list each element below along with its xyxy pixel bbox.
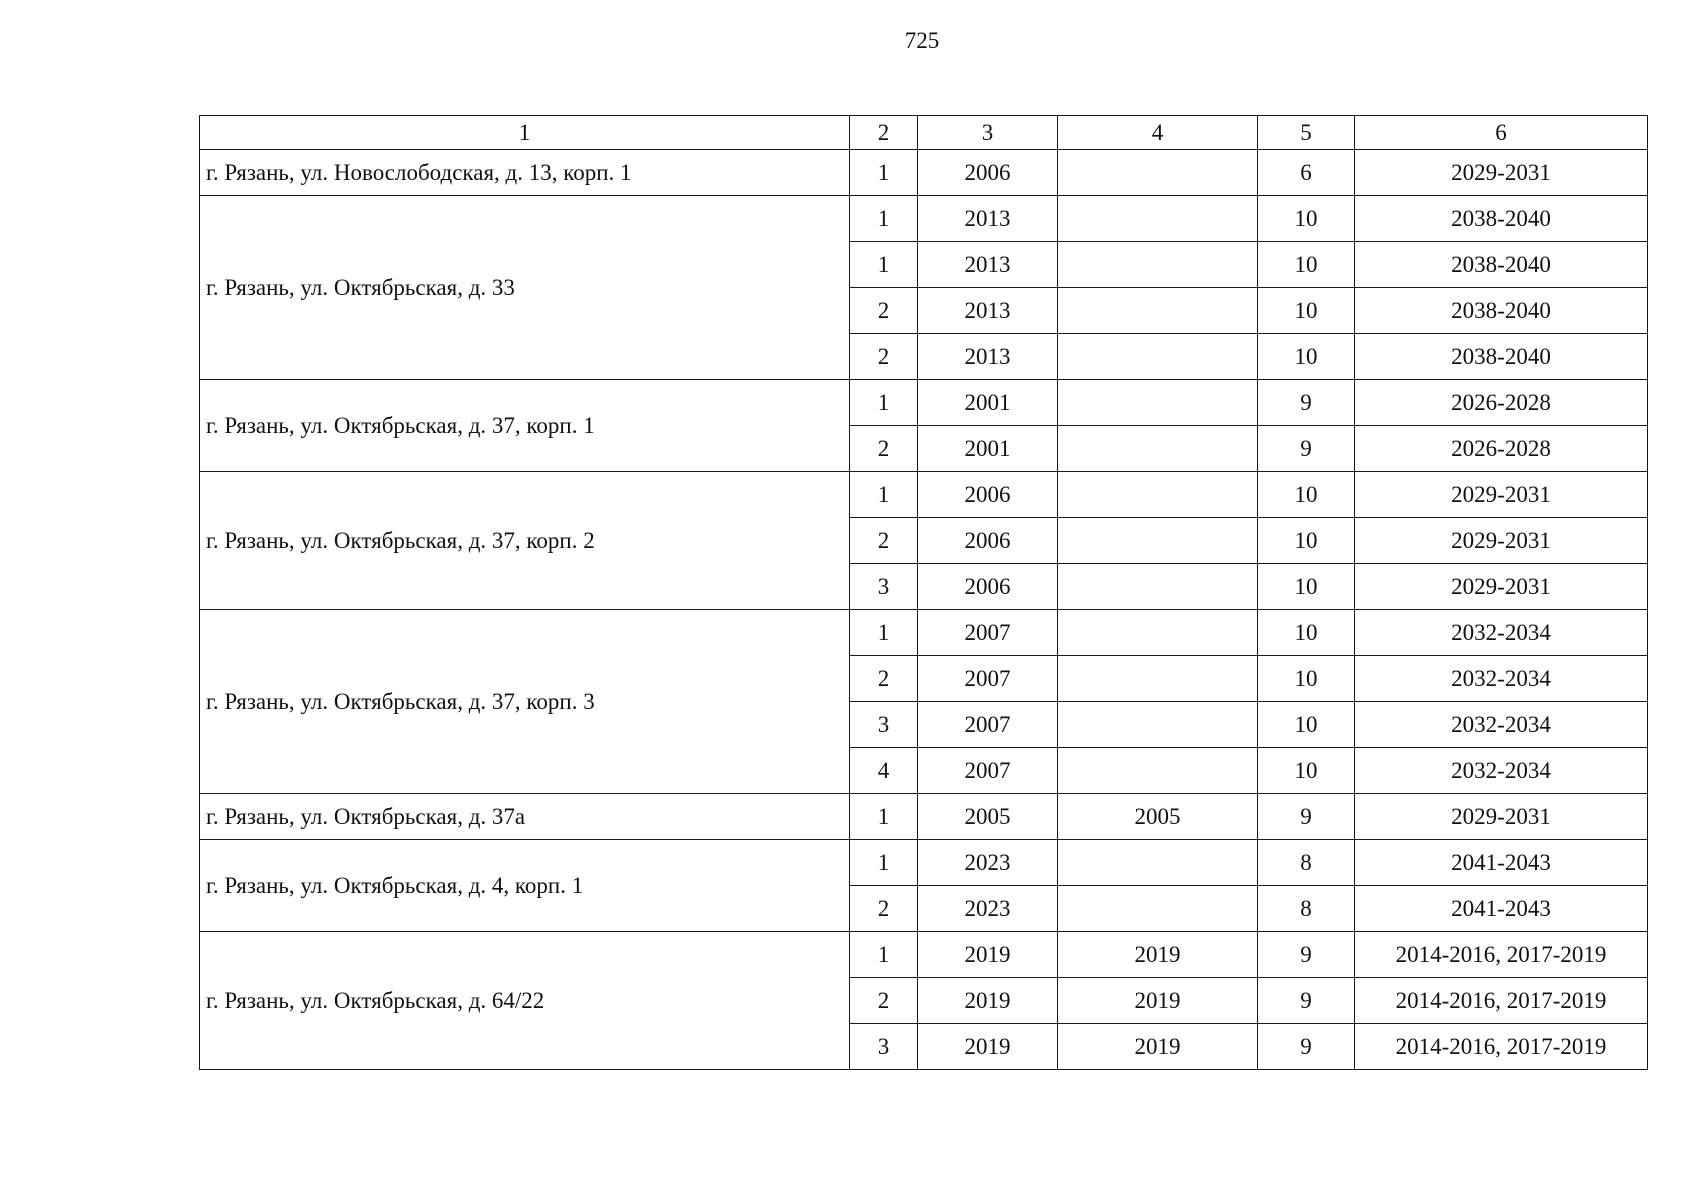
address-cell: г. Рязань, ул. Октябрьская, д. 33: [200, 196, 850, 380]
cell-c6: 2032-2034: [1355, 702, 1648, 748]
cell-c2: 1: [850, 840, 918, 886]
cell-c5: 10: [1258, 334, 1355, 380]
table-row: [200, 150, 1648, 196]
cell-c2: 1: [850, 610, 918, 656]
cell-c2: 1: [850, 196, 918, 242]
address-cell: г. Рязань, ул. Октябрьская, д. 37, корп. 3: [200, 610, 850, 794]
cell-c5: 10: [1258, 288, 1355, 334]
cell-c4: [1058, 518, 1258, 564]
cell-c4: 2019: [1058, 1024, 1258, 1070]
cell-c4: [1058, 242, 1258, 288]
table-row: [200, 196, 1648, 242]
cell-c3: 2006: [918, 518, 1058, 564]
cell-c4: 2019: [1058, 978, 1258, 1024]
cell-c6: 2029-2031: [1355, 794, 1648, 840]
cell-c3: 2007: [918, 656, 1058, 702]
cell-c2: 2: [850, 288, 918, 334]
cell-c6: 2014-2016, 2017-2019: [1355, 1024, 1648, 1070]
cell-c3: 2013: [918, 196, 1058, 242]
cell-c5: 9: [1258, 794, 1355, 840]
cell-c5: 9: [1258, 426, 1355, 472]
cell-c5: 10: [1258, 748, 1355, 794]
cell-c5: 9: [1258, 380, 1355, 426]
cell-c4: [1058, 610, 1258, 656]
cell-c2: 3: [850, 1024, 918, 1070]
address-cell: г. Рязань, ул. Октябрьская, д. 4, корп. 1: [200, 840, 850, 932]
cell-c2: 1: [850, 150, 918, 196]
cell-c5: 10: [1258, 564, 1355, 610]
cell-c6: 2038-2040: [1355, 334, 1648, 380]
address-cell: г. Рязань, ул. Октябрьская, д. 37, корп. 2: [200, 472, 850, 610]
cell-c4: [1058, 886, 1258, 932]
header-row: [200, 116, 1648, 150]
cell-c3: 2001: [918, 426, 1058, 472]
cell-c4: 2019: [1058, 932, 1258, 978]
cell-c2: 3: [850, 702, 918, 748]
cell-c3: 2006: [918, 472, 1058, 518]
cell-c3: 2023: [918, 886, 1058, 932]
cell-c3: 2019: [918, 932, 1058, 978]
cell-c2: 1: [850, 242, 918, 288]
cell-c3: 2013: [918, 334, 1058, 380]
cell-c2: 1: [850, 932, 918, 978]
cell-c4: [1058, 840, 1258, 886]
cell-c6: 2014-2016, 2017-2019: [1355, 932, 1648, 978]
cell-c6: 2032-2034: [1355, 610, 1648, 656]
cell-c2: 3: [850, 564, 918, 610]
cell-c6: 2029-2031: [1355, 472, 1648, 518]
address-cell: г. Рязань, ул. Октябрьская, д. 37а: [200, 794, 850, 840]
cell-c2: 2: [850, 518, 918, 564]
cell-c6: 2014-2016, 2017-2019: [1355, 978, 1648, 1024]
cell-c3: 2023: [918, 840, 1058, 886]
header-cell: 1: [200, 116, 850, 150]
cell-c2: 2: [850, 656, 918, 702]
address-cell: г. Рязань, ул. Октябрьская, д. 37, корп. 1: [200, 380, 850, 472]
cell-c5: 10: [1258, 472, 1355, 518]
cell-c5: 10: [1258, 518, 1355, 564]
table-row: [200, 794, 1648, 840]
table-row: [200, 610, 1648, 656]
cell-c5: 9: [1258, 932, 1355, 978]
cell-c5: 10: [1258, 656, 1355, 702]
cell-c6: 2032-2034: [1355, 656, 1648, 702]
cell-c5: 6: [1258, 150, 1355, 196]
cell-c6: 2026-2028: [1355, 380, 1648, 426]
header-cell: 5: [1258, 116, 1355, 150]
cell-c3: 2007: [918, 748, 1058, 794]
cell-c5: 9: [1258, 978, 1355, 1024]
cell-c6: 2038-2040: [1355, 196, 1648, 242]
address-cell: г. Рязань, ул. Новослободская, д. 13, корп. 1: [200, 150, 850, 196]
cell-c4: [1058, 748, 1258, 794]
cell-c6: 2041-2043: [1355, 840, 1648, 886]
cell-c4: [1058, 702, 1258, 748]
cell-c4: [1058, 656, 1258, 702]
header-cell: 2: [850, 116, 918, 150]
cell-c3: 2007: [918, 702, 1058, 748]
cell-c6: 2032-2034: [1355, 748, 1648, 794]
address-cell: г. Рязань, ул. Октябрьская, д. 64/22: [200, 932, 850, 1070]
cell-c3: 2006: [918, 564, 1058, 610]
cell-c3: 2013: [918, 288, 1058, 334]
cell-c6: 2038-2040: [1355, 288, 1648, 334]
cell-c3: 2006: [918, 150, 1058, 196]
table-row: [200, 380, 1648, 426]
cell-c4: [1058, 196, 1258, 242]
cell-c2: 4: [850, 748, 918, 794]
cell-c5: 9: [1258, 1024, 1355, 1070]
cell-c6: 2029-2031: [1355, 518, 1648, 564]
cell-c6: 2038-2040: [1355, 242, 1648, 288]
cell-c3: 2013: [918, 242, 1058, 288]
cell-c2: 1: [850, 794, 918, 840]
page-number: 725: [904, 28, 940, 53]
cell-c5: 10: [1258, 196, 1355, 242]
header-cell: 4: [1058, 116, 1258, 150]
cell-c3: 2019: [918, 978, 1058, 1024]
cell-c4: [1058, 288, 1258, 334]
cell-c4: [1058, 472, 1258, 518]
cell-c4: [1058, 334, 1258, 380]
header-cell: 3: [918, 116, 1058, 150]
cell-c5: 10: [1258, 242, 1355, 288]
table-row: [200, 472, 1648, 518]
housing-schedule-table: [199, 115, 1648, 1070]
cell-c6: 2026-2028: [1355, 426, 1648, 472]
cell-c3: 2019: [918, 1024, 1058, 1070]
cell-c4: 2005: [1058, 794, 1258, 840]
cell-c4: [1058, 380, 1258, 426]
cell-c5: 8: [1258, 840, 1355, 886]
header-cell: 6: [1355, 116, 1648, 150]
cell-c3: 2007: [918, 610, 1058, 656]
cell-c2: 2: [850, 886, 918, 932]
cell-c6: 2029-2031: [1355, 150, 1648, 196]
cell-c2: 1: [850, 380, 918, 426]
cell-c3: 2005: [918, 794, 1058, 840]
cell-c4: [1058, 564, 1258, 610]
cell-c4: [1058, 150, 1258, 196]
cell-c2: 2: [850, 334, 918, 380]
cell-c6: 2041-2043: [1355, 886, 1648, 932]
cell-c3: 2001: [918, 380, 1058, 426]
cell-c5: 10: [1258, 610, 1355, 656]
cell-c2: 2: [850, 426, 918, 472]
cell-c4: [1058, 426, 1258, 472]
cell-c5: 10: [1258, 702, 1355, 748]
cell-c2: 1: [850, 472, 918, 518]
cell-c6: 2029-2031: [1355, 564, 1648, 610]
table-row: [200, 932, 1648, 978]
cell-c5: 8: [1258, 886, 1355, 932]
cell-c2: 2: [850, 978, 918, 1024]
table-row: [200, 840, 1648, 886]
